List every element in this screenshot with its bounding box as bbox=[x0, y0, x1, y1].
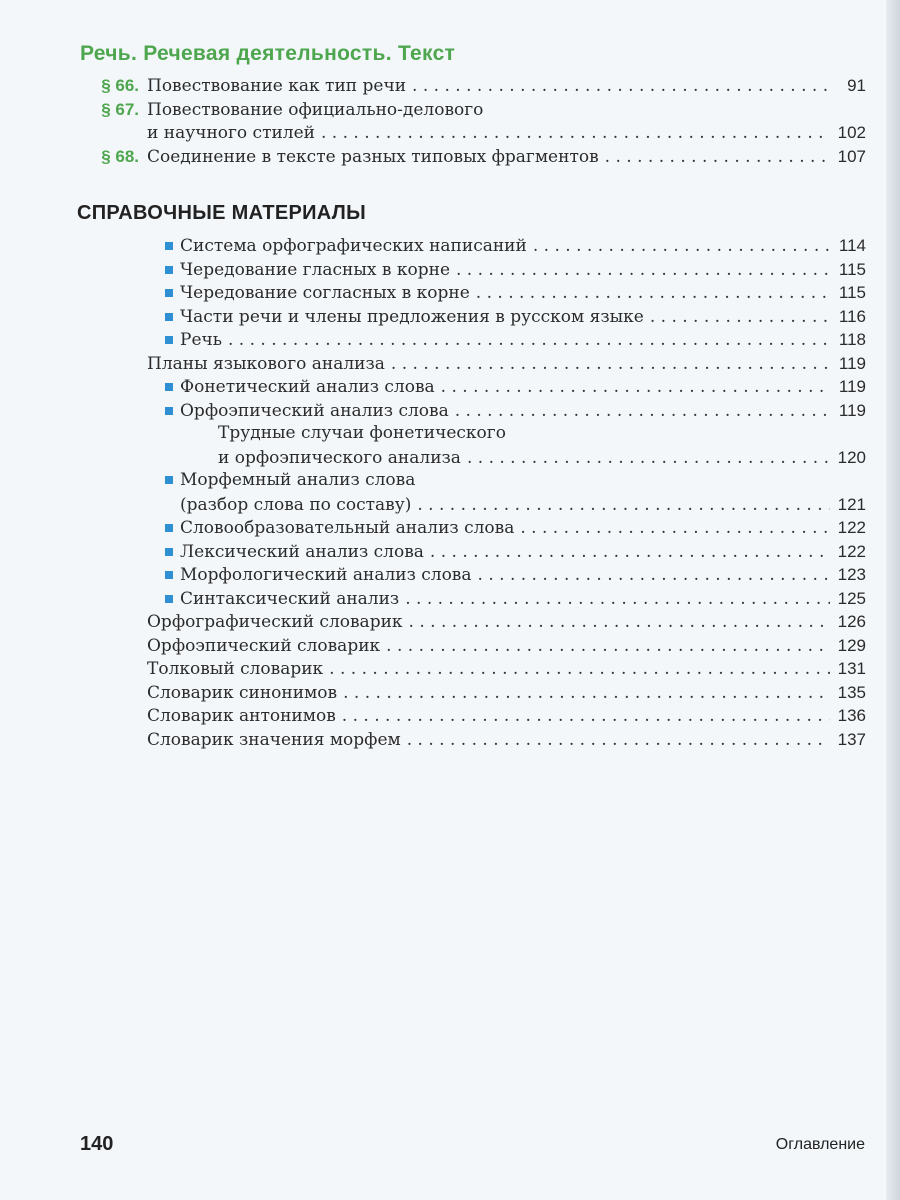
entry-title: Фонетический анализ слова bbox=[180, 377, 435, 397]
page-ref: 129 bbox=[837, 635, 866, 655]
toc-entry-text bbox=[165, 588, 399, 612]
entry-title: Соединение в тексте разных типовых фрагментов bbox=[147, 146, 599, 167]
entry-title: и научного стилей bbox=[147, 123, 315, 143]
page-ref: 135 bbox=[837, 682, 866, 702]
page-ref: 119 bbox=[838, 400, 866, 420]
bullet-icon bbox=[165, 289, 173, 297]
page-ref: 125 bbox=[837, 588, 866, 608]
bullet-icon bbox=[165, 313, 173, 321]
toc-row[interactable] bbox=[77, 375, 866, 399]
toc-row[interactable] bbox=[77, 610, 866, 634]
bullet-icon bbox=[165, 476, 173, 484]
dot-leader bbox=[456, 259, 830, 283]
dot-leader bbox=[412, 75, 830, 99]
running-title: Оглавление bbox=[775, 1136, 865, 1153]
toc-entry-text bbox=[165, 564, 472, 588]
toc-row[interactable] bbox=[77, 587, 866, 611]
entry-title: Лексический анализ слова bbox=[180, 541, 424, 562]
entry-title: Повествование официально-делового bbox=[147, 99, 484, 120]
toc-entry-text bbox=[165, 376, 435, 400]
dot-leader bbox=[417, 494, 830, 518]
toc-row[interactable] bbox=[77, 328, 866, 352]
entry-title: Толковый словарик bbox=[147, 659, 324, 679]
entry-title: Части речи и члены предложения в русском языке bbox=[180, 306, 644, 327]
toc-entry-text bbox=[147, 635, 380, 659]
dot-leader bbox=[467, 447, 830, 471]
page-ref: 122 bbox=[837, 518, 866, 537]
toc-row[interactable] bbox=[77, 352, 866, 376]
page-ref: 119 bbox=[838, 353, 866, 373]
reference-title: СПРАВОЧНЫЕ МАТЕРИАЛЫ bbox=[77, 202, 366, 224]
toc-row[interactable] bbox=[77, 422, 866, 446]
toc-entry-text bbox=[165, 235, 527, 259]
toc-entry-text bbox=[218, 447, 461, 471]
toc-row[interactable] bbox=[77, 704, 866, 728]
entry-title: Трудные случаи фонетического bbox=[218, 423, 506, 443]
page-ref: 131 bbox=[837, 659, 866, 678]
page-number: 140 bbox=[80, 1133, 114, 1155]
toc-entry-text bbox=[77, 122, 315, 146]
dot-leader bbox=[478, 564, 830, 588]
entry-title: Планы языкового анализа bbox=[147, 353, 385, 374]
page-ref: 136 bbox=[837, 706, 866, 725]
toc-entry-text bbox=[147, 705, 336, 729]
entry-title: Чередование согласных в корне bbox=[180, 283, 470, 303]
entry-title: Словарик синонимов bbox=[147, 682, 338, 703]
entry-title: Чередование гласных в корне bbox=[180, 259, 450, 280]
page-ref: 115 bbox=[838, 283, 866, 302]
toc-entry-text bbox=[165, 282, 470, 306]
entry-title: Система орфографических написаний bbox=[180, 236, 527, 256]
entry-title: Орфоэпический словарик bbox=[147, 635, 381, 656]
entry-title: Синтаксический анализ bbox=[180, 588, 400, 609]
entry-title: (разбор слова по составу) bbox=[180, 494, 412, 515]
paragraph-number: § 67. bbox=[101, 99, 139, 119]
toc-entry-text bbox=[147, 611, 403, 635]
page-ref: 115 bbox=[838, 259, 866, 279]
dot-leader bbox=[391, 353, 830, 377]
toc-row[interactable] bbox=[77, 234, 866, 258]
entry-title: Орфографический словарик bbox=[147, 612, 403, 632]
entry-title: Словообразовательный анализ слова bbox=[180, 518, 515, 538]
toc-row[interactable] bbox=[77, 74, 866, 98]
entry-title: Орфоэпический анализ слова bbox=[180, 400, 449, 421]
toc-row[interactable] bbox=[77, 145, 866, 169]
dot-leader bbox=[520, 517, 830, 541]
toc-row[interactable] bbox=[77, 305, 866, 329]
bullet-icon bbox=[165, 407, 173, 415]
dot-leader bbox=[455, 400, 830, 424]
toc-entry-text bbox=[165, 469, 415, 493]
dot-leader bbox=[650, 306, 830, 330]
paragraph-number: § 66. bbox=[101, 76, 139, 95]
page-ref: 122 bbox=[837, 541, 866, 561]
dot-leader bbox=[605, 146, 830, 170]
bullet-icon bbox=[165, 571, 173, 579]
toc-row[interactable] bbox=[77, 446, 866, 470]
toc-entry-text bbox=[77, 145, 599, 170]
dot-leader bbox=[441, 376, 830, 400]
entry-title: Морфемный анализ слова bbox=[180, 470, 416, 490]
page-ref: 114 bbox=[838, 236, 866, 255]
toc-row[interactable] bbox=[77, 540, 866, 564]
page-ref: 119 bbox=[838, 377, 866, 396]
page-ref: 102 bbox=[837, 123, 866, 142]
toc-row[interactable] bbox=[77, 258, 866, 282]
page-ref: 118 bbox=[838, 330, 866, 349]
toc-entry-text bbox=[147, 353, 385, 377]
dot-leader bbox=[407, 729, 830, 753]
toc-row[interactable] bbox=[77, 493, 866, 517]
toc-entry-text bbox=[165, 517, 514, 541]
page-ref: 121 bbox=[837, 494, 866, 514]
toc-row[interactable] bbox=[77, 399, 866, 423]
toc-row[interactable] bbox=[77, 563, 866, 587]
dot-leader bbox=[228, 329, 830, 353]
page-ref: 116 bbox=[838, 306, 866, 326]
dot-leader bbox=[329, 658, 830, 682]
bullet-icon bbox=[165, 266, 173, 274]
toc-entry-text bbox=[77, 74, 406, 99]
dot-leader bbox=[343, 682, 830, 706]
page-ref: 91 bbox=[847, 76, 866, 95]
toc-row[interactable] bbox=[77, 634, 866, 658]
page-ref: 137 bbox=[837, 729, 866, 749]
dot-leader bbox=[533, 235, 830, 259]
bullet-icon bbox=[165, 383, 173, 391]
section-title: Речь. Речевая деятельность. Текст bbox=[80, 42, 456, 65]
bullet-icon bbox=[165, 336, 173, 344]
toc-entry-text bbox=[165, 306, 644, 330]
entry-title: Словарик значения морфем bbox=[147, 729, 401, 750]
page-ref: 120 bbox=[837, 447, 866, 467]
toc-row[interactable] bbox=[77, 469, 866, 493]
entry-title: Словарик антонимов bbox=[147, 706, 336, 726]
dot-leader bbox=[430, 541, 830, 565]
dot-leader bbox=[321, 122, 830, 146]
toc-entry-text bbox=[218, 422, 506, 446]
toc-row[interactable] bbox=[77, 681, 866, 705]
page-ref: 107 bbox=[837, 146, 866, 166]
entry-title: Морфологический анализ слова bbox=[180, 565, 472, 585]
entry-title: Повествование как тип речи bbox=[147, 76, 407, 96]
bullet-icon bbox=[165, 595, 173, 603]
toc-entry-text bbox=[147, 682, 337, 706]
bullet-icon bbox=[165, 242, 173, 250]
toc-row[interactable] bbox=[77, 657, 866, 681]
dot-leader bbox=[476, 282, 830, 306]
toc-row[interactable] bbox=[77, 516, 866, 540]
toc-entry-text bbox=[147, 658, 323, 682]
entry-title: Речь bbox=[180, 330, 222, 350]
dot-leader bbox=[409, 611, 830, 635]
toc-entry-text bbox=[165, 541, 424, 565]
toc-entry-text bbox=[165, 259, 450, 283]
toc-row[interactable] bbox=[77, 728, 866, 752]
toc-entry-text bbox=[165, 329, 222, 353]
page-ref: 123 bbox=[837, 565, 866, 584]
page-ref: 126 bbox=[837, 612, 866, 631]
bullet-icon bbox=[165, 524, 173, 532]
toc-row[interactable] bbox=[77, 121, 866, 145]
reference-toc bbox=[77, 234, 866, 751]
toc-entry-text bbox=[147, 729, 401, 753]
dot-leader bbox=[405, 588, 830, 612]
toc-row[interactable] bbox=[77, 281, 866, 305]
page-edge bbox=[886, 0, 900, 1200]
toc-entry-text bbox=[77, 98, 483, 123]
toc-entry-text bbox=[165, 494, 411, 518]
toc-entry-text bbox=[165, 400, 449, 424]
paragraph-number: § 68. bbox=[101, 146, 139, 166]
toc-row[interactable] bbox=[77, 98, 866, 122]
dot-leader bbox=[386, 635, 830, 659]
bullet-icon bbox=[165, 548, 173, 556]
dot-leader bbox=[342, 705, 830, 729]
section-toc bbox=[77, 74, 866, 168]
entry-title: и орфоэпического анализа bbox=[218, 447, 461, 468]
